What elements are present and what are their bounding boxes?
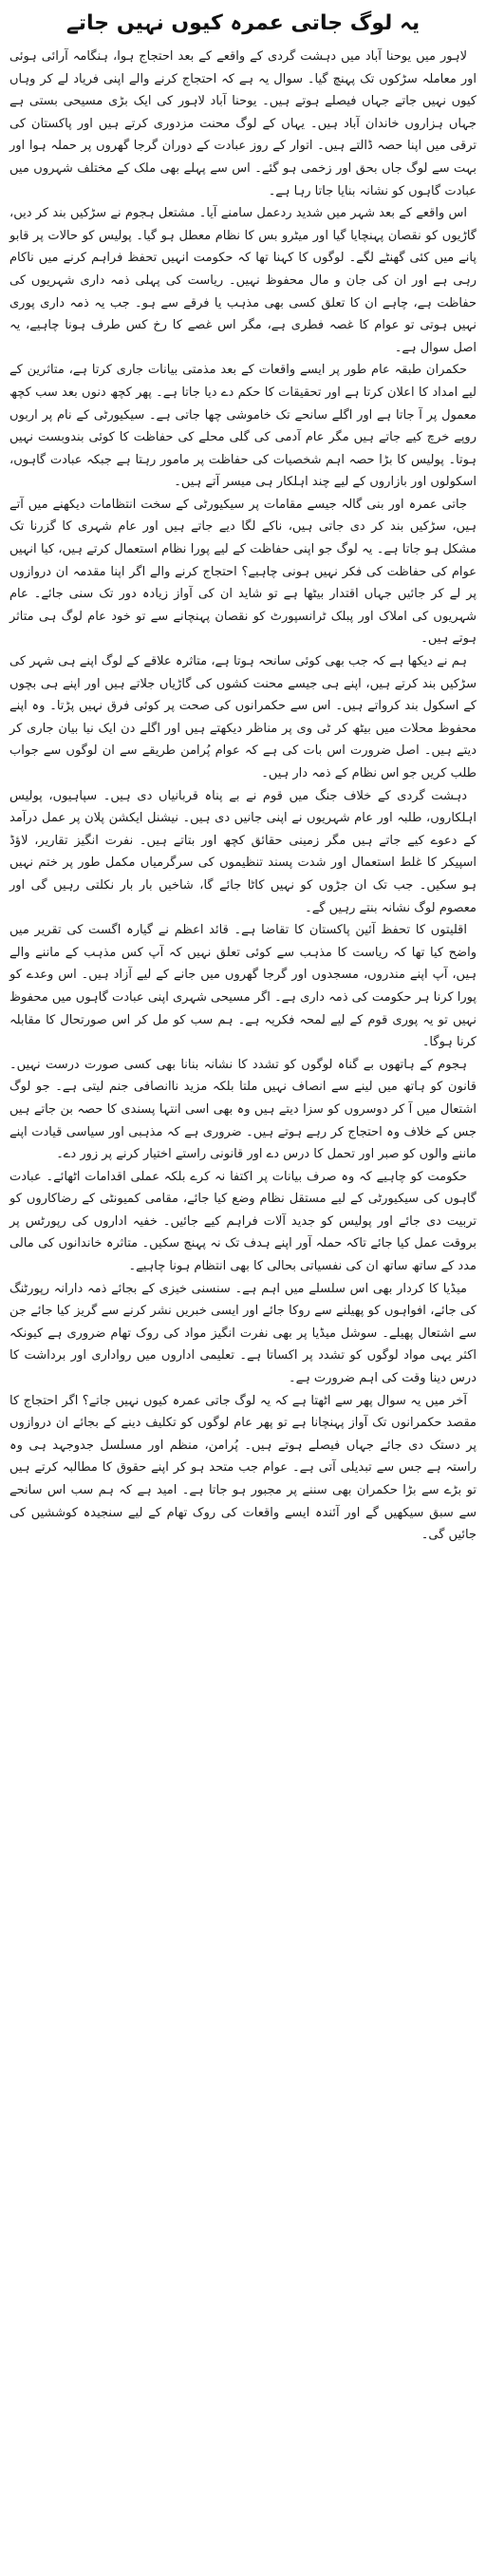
article-paragraph: حکومت کو چاہیے کہ وہ صرف بیانات پر اکتفا نہ کرے بلکہ عملی اقدامات اٹھائے۔ عبادت گاہوں کی سیکیورٹی کے لیے مستقل نظام وضع کیا جائے، مقامی کمیونٹی کے رضاکاروں کو تربیت دی جائے اور پولیس کو جدید آلات فراہم کیے جائیں۔ خفیہ اداروں کی رپورٹس پر بروقت عمل کیا جائے تاکہ حملہ آور اپنے ہدف تک نہ پہنچ سکیں۔ متاثرہ خاندانوں کی مالی مدد کے ساتھ ساتھ ان کی نفسیاتی بحالی کا بھی انتظام ہونا چاہیے۔ — [9, 1169, 477, 1274]
article-paragraph: آخر میں یہ سوال پھر سے اٹھتا ہے کہ یہ لوگ جاتی عمرہ کیوں نہیں جاتے؟ اگر احتجاج کا مقصد حکمرانوں تک آواز پہنچانا ہے تو پھر عام لوگوں کو تکلیف دینے کے بجائے ان دروازوں پر دستک دی جائے جہاں فیصلے ہوتے ہیں۔ پُرامن، منظم اور مسلسل جدوجہد ہی وہ راستہ ہے جس سے تبدیلی آتی ہے۔ عوام جب متحد ہو کر اپنے حقوق کا مطالبہ کرتے ہیں تو بڑے سے بڑا حکمران بھی سننے پر مجبور ہو جاتا ہے۔ امید ہے کہ ہم سب اس سانحے سے سبق سیکھیں گے اور آئندہ ایسے واقعات کی روک تھام کے لیے سنجیدہ کوششیں کی جائیں گی۔ — [9, 1393, 477, 1543]
article-paragraph: دہشت گردی کے خلاف جنگ میں قوم نے بے پناہ قربانیاں دی ہیں۔ سپاہیوں، پولیس اہلکاروں، طلبہ اور عام شہریوں نے اپنی جانیں دی ہیں۔ نیشنل ایکشن پلان پر عمل درآمد کے دعوے کیے جاتے ہیں مگر زمینی حقائق کچھ اور بتاتے ہیں۔ نفرت انگیز تقاریر، لاؤڈ اسپیکر کا غلط استعمال اور شدت پسند تنظیموں کی سرگرمیاں مکمل طور پر ختم نہیں ہو سکیں۔ جب تک ان جڑوں کو نہیں کاٹا جائے گا، شاخیں بار بار نکلتی رہیں گی اور معصوم لوگ نشانہ بنتے رہیں گے۔ — [9, 788, 477, 915]
article-paragraph: حکمران طبقہ عام طور پر ایسے واقعات کے بعد مذمتی بیانات جاری کرتا ہے، متاثرین کے لیے امداد کا اعلان کرتا ہے اور تحقیقات کا حکم دے دیا جاتا ہے۔ پھر کچھ دنوں بعد سب کچھ معمول پر آ جاتا ہے اور اگلے سانحے تک خاموشی چھا جاتی ہے۔ سیکیورٹی کے نام پر اربوں روپے خرچ کیے جاتے ہیں مگر عام آدمی کی گلی محلے کی حفاظت کا کوئی بندوبست نہیں ہوتا۔ پولیس کا بڑا حصہ اہم شخصیات کی حفاظت پر مامور رہتا ہے جبکہ عبادت گاہوں، اسکولوں اور بازاروں کے لیے چند اہلکار ہی میسر آتے ہیں۔ — [9, 363, 477, 490]
article-body — [9, 46, 477, 1547]
article-paragraph: اس واقعے کے بعد شہر میں شدید ردعمل سامنے آیا۔ مشتعل ہجوم نے سڑکیں بند کر دیں، گاڑیوں کو نقصان پہنچایا گیا اور میٹرو بس کا نظام معطل ہو گیا۔ پولیس کو حالات پر قابو پانے میں کئی گھنٹے لگے۔ لوگوں کا کہنا تھا کہ حکومت انہیں تحفظ فراہم کرنے میں ناکام رہی ہے اور ان کی جان و مال محفوظ نہیں۔ ریاست کی پہلی ذمہ داری شہریوں کی حفاظت ہے، چاہے ان کا تعلق کسی بھی مذہب یا فرقے سے ہو۔ جب یہ ذمہ داری پوری نہیں ہوتی تو عوام کا غصہ فطری ہے، مگر اس غصے کا رخ کس طرف ہونا چاہیے، یہ اصل سوال ہے۔ — [9, 206, 477, 355]
article-paragraph: لاہور میں یوحنا آباد میں دہشت گردی کے واقعے کے بعد احتجاج ہوا، ہنگامہ آرائی ہوئی اور معاملہ سڑکوں تک پہنچ گیا۔ سوال یہ ہے کہ احتجاج کرنے والے اپنی فریاد لے کر وہاں کیوں نہیں جاتے جہاں فیصلے ہوتے ہیں۔ یوحنا آباد لاہور کی ایک بڑی مسیحی بستی ہے جہاں ہزاروں خاندان آباد ہیں۔ یہاں کے لوگ محنت مزدوری کرتے ہیں اور پاکستان کی ترقی میں اپنا حصہ ڈالتے ہیں۔ اتوار کے روز عبادت کے دوران گرجا گھروں پر حملہ ہوا اور بہت سے لوگ جاں بحق اور زخمی ہو گئے۔ اس سے پہلے بھی ملک کے مختلف شہروں میں عبادت گاہوں کو نشانہ بنایا جاتا رہا ہے۔ — [9, 49, 477, 198]
article-paragraph: ہم نے دیکھا ہے کہ جب بھی کوئی سانحہ ہوتا ہے، متاثرہ علاقے کے لوگ اپنے ہی شہر کی سڑکیں بند کرتے ہیں، اپنے ہی جیسے محنت کشوں کی گاڑیاں جلاتے ہیں اور اپنے ہی بچوں کے اسکول بند کرواتے ہیں۔ اس سے حکمرانوں کی صحت پر کوئی فرق نہیں پڑتا۔ وہ اپنے محفوظ محلات میں بیٹھ کر ٹی وی پر مناظر دیکھتے ہیں اور اگلے دن ایک نیا بیان جاری کر دیتے ہیں۔ اصل ضرورت اس بات کی ہے کہ عوام پُرامن طریقے سے ان لوگوں سے جواب طلب کریں جو اس نظام کے ذمہ دار ہیں۔ — [9, 654, 477, 780]
article-paragraph: ہجوم کے ہاتھوں بے گناہ لوگوں کو تشدد کا نشانہ بنانا بھی کسی صورت درست نہیں۔ قانون کو ہاتھ میں لینے سے انصاف نہیں ملتا بلکہ مزید ناانصافی جنم لیتی ہے۔ جو لوگ اشتعال میں آ کر دوسروں کو سزا دیتے ہیں وہ بھی اسی انتہا پسندی کا حصہ بن جاتے ہیں جس کے خلاف وہ احتجاج کر رہے ہوتے ہیں۔ ضروری ہے کہ مذہبی اور سیاسی قیادت اپنے ماننے والوں کو صبر اور تحمل کا درس دے اور قانونی راستے اختیار کرنے پر زور دے۔ — [9, 1057, 477, 1162]
article-paragraph: جاتی عمرہ اور بنی گالہ جیسے مقامات پر سیکیورٹی کے سخت انتظامات دیکھنے میں آتے ہیں، سڑکیں بند کر دی جاتی ہیں، ناکے لگا دیے جاتے ہیں اور عام شہری کا گزرنا تک مشکل ہو جاتا ہے۔ یہ لوگ جو اپنی حفاظت کے لیے پورا نظام استعمال کرتے ہیں، کیا انہیں عوام کی حفاظت کی فکر نہیں ہونی چاہیے؟ احتجاج کرنے والے اگر اپنا مقدمہ ان دروازوں پر لے کر جائیں جہاں اقتدار بیٹھا ہے تو شاید ان کی آواز زیادہ دور تک سنی جائے۔ عام شہریوں کی املاک اور پبلک ٹرانسپورٹ کو نقصان پہنچانے سے تو خود عام لوگ ہی متاثر ہوتے ہیں۔ — [9, 497, 477, 647]
article-paragraph: میڈیا کا کردار بھی اس سلسلے میں اہم ہے۔ سنسنی خیزی کے بجائے ذمہ دارانہ رپورٹنگ کی جائے، افواہوں کو پھیلنے سے روکا جائے اور ایسی خبریں نشر کرنے سے گریز کیا جائے جن سے اشتعال پھیلے۔ سوشل میڈیا پر بھی نفرت انگیز مواد کی روک تھام ضروری ہے کیونکہ اکثر یہی مواد لوگوں کو تشدد پر اکساتا ہے۔ تعلیمی اداروں میں رواداری اور برداشت کا درس دینا وقت کی اہم ضرورت ہے۔ — [9, 1281, 477, 1386]
article-headline: یہ لوگ جاتی عمرہ کیوں نہیں جاتے — [65, 11, 421, 35]
article-paragraph: اقلیتوں کا تحفظ آئین پاکستان کا تقاضا ہے۔ قائد اعظم نے گیارہ اگست کی تقریر میں واضح کیا تھا کہ ریاست کا مذہب سے کوئی تعلق نہیں کہ آپ کس مذہب کے ماننے والے ہیں، آپ اپنے مندروں، مسجدوں اور گرجا گھروں میں جانے کے لیے آزاد ہیں۔ اس وعدے کو پورا کرنا ہر حکومت کی ذمہ داری ہے۔ اگر مسیحی شہری اپنی عبادت گاہوں میں محفوظ نہیں تو یہ پوری قوم کے لیے لمحہ فکریہ ہے۔ ہم سب کو مل کر اس صورتحال کا مقابلہ کرنا ہوگا۔ — [9, 923, 477, 1050]
